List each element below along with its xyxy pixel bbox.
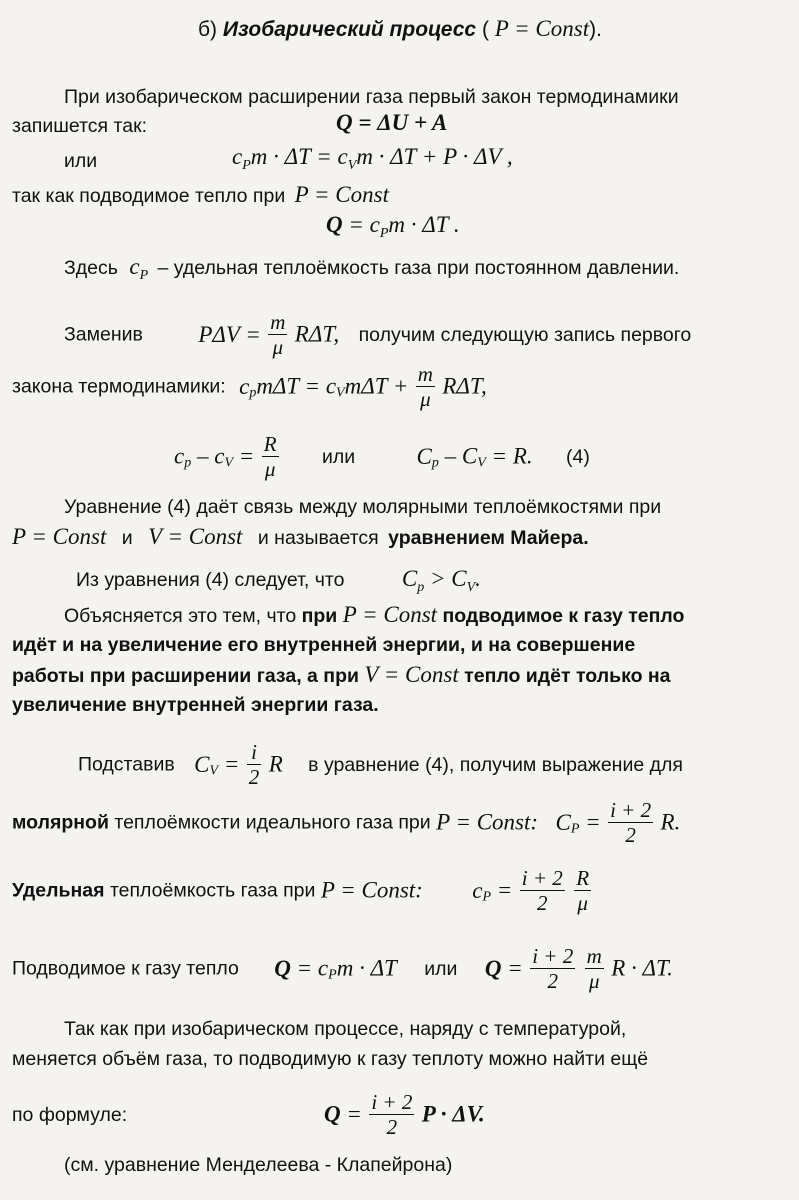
p3-line1: Заменив PΔV = $\frac{m}{\mu}$ RΔT, получим следующую запись первого (64, 310, 692, 359)
p9-line: молярной теплоёмкости идеального газа при P = Const: $C_P$ = $\frac{i + 2}{2}$ R. (12, 798, 681, 847)
eq-mayer: $c_p - c_V$ = $\frac{R}{\mu}$ или $C_p - C_V = R$. (4) (174, 432, 590, 481)
p7-line2: идёт и на увеличение его внутренней энергии, и на совершение (12, 634, 636, 656)
p5-line1: Уравнение (4) даёт связь между молярными теплоёмкостями при (64, 496, 662, 518)
p13-note: (см. уравнение Менделеева - Клапейрона) (64, 1154, 453, 1176)
p12-line3: по формуле: (12, 1104, 128, 1126)
p1-or: или (64, 150, 98, 172)
p1-line4: так как подводимое тепло при P = Const (12, 182, 389, 207)
p6-line: Из уравнения (4) следует, что $C_p > C_V$. (76, 566, 481, 595)
eq-first-law: Q = ΔU + A (336, 110, 448, 135)
p11-line: Подводимое к газу тепло $Q = c_Pm \cdot \Delta T$ или Q = $\frac{i + 2}{2}$ $\frac{m}{\mu}$ R · ΔT. (12, 944, 673, 993)
p5-line2: P = Const и V = Const и называется уравнением Майера. (12, 524, 589, 549)
p10-line: Удельная теплоёмкость газа при P = Const: $c_P$ = $\frac{i + 2}{2}$ $\frac{R}{\mu}$ (12, 866, 590, 915)
p7-line3: работы при расширении газа, а при V = Const тепло идёт только на (12, 662, 671, 687)
section-title: б) Изобарический процесс ( P = Const). (198, 16, 602, 41)
p12-line2: меняется объём газа, то подводимую к газу теплоту можно найти ещё (12, 1048, 649, 1070)
p8-line: Подставив $C_V$ = $\frac{i}{2}$ R в уравнение (4), получим выражение для (78, 740, 683, 789)
eq-heat-volume: Q = $\frac{i + 2}{2}$ P · ΔV. (324, 1090, 485, 1139)
p1-line1: При изобарическом расширении газа первый закон термодинамики (64, 86, 679, 108)
p3-line2: закона термодинамики: $c_pm\Delta T = c_Vm\Delta T$ + $\frac{m}{\mu}$ RΔT, (12, 362, 487, 411)
p2-line: Здесь $c_P$ – удельная теплоёмкость газа при постоянном давлении. (64, 254, 680, 283)
p12-line1: Так как при изобарическом процессе, наряду с температурой, (64, 1018, 627, 1040)
p1-line2: запишется так: (12, 115, 148, 137)
eq-heat-supplied: $Q = c_Pm \cdot \Delta T$ . (326, 212, 460, 241)
p7-line4: увеличение внутренней энергии газа. (12, 694, 379, 716)
eq-heat-balance: $c_Pm \cdot \Delta T = c_Vm \cdot \Delta T + P \cdot \Delta V$ , (232, 144, 513, 173)
frac-m-mu: $\frac{m}{\mu}$ (270, 310, 286, 359)
p7-line1: Объясняется это тем, что при P = Const подводимое к газу тепло (64, 602, 685, 627)
